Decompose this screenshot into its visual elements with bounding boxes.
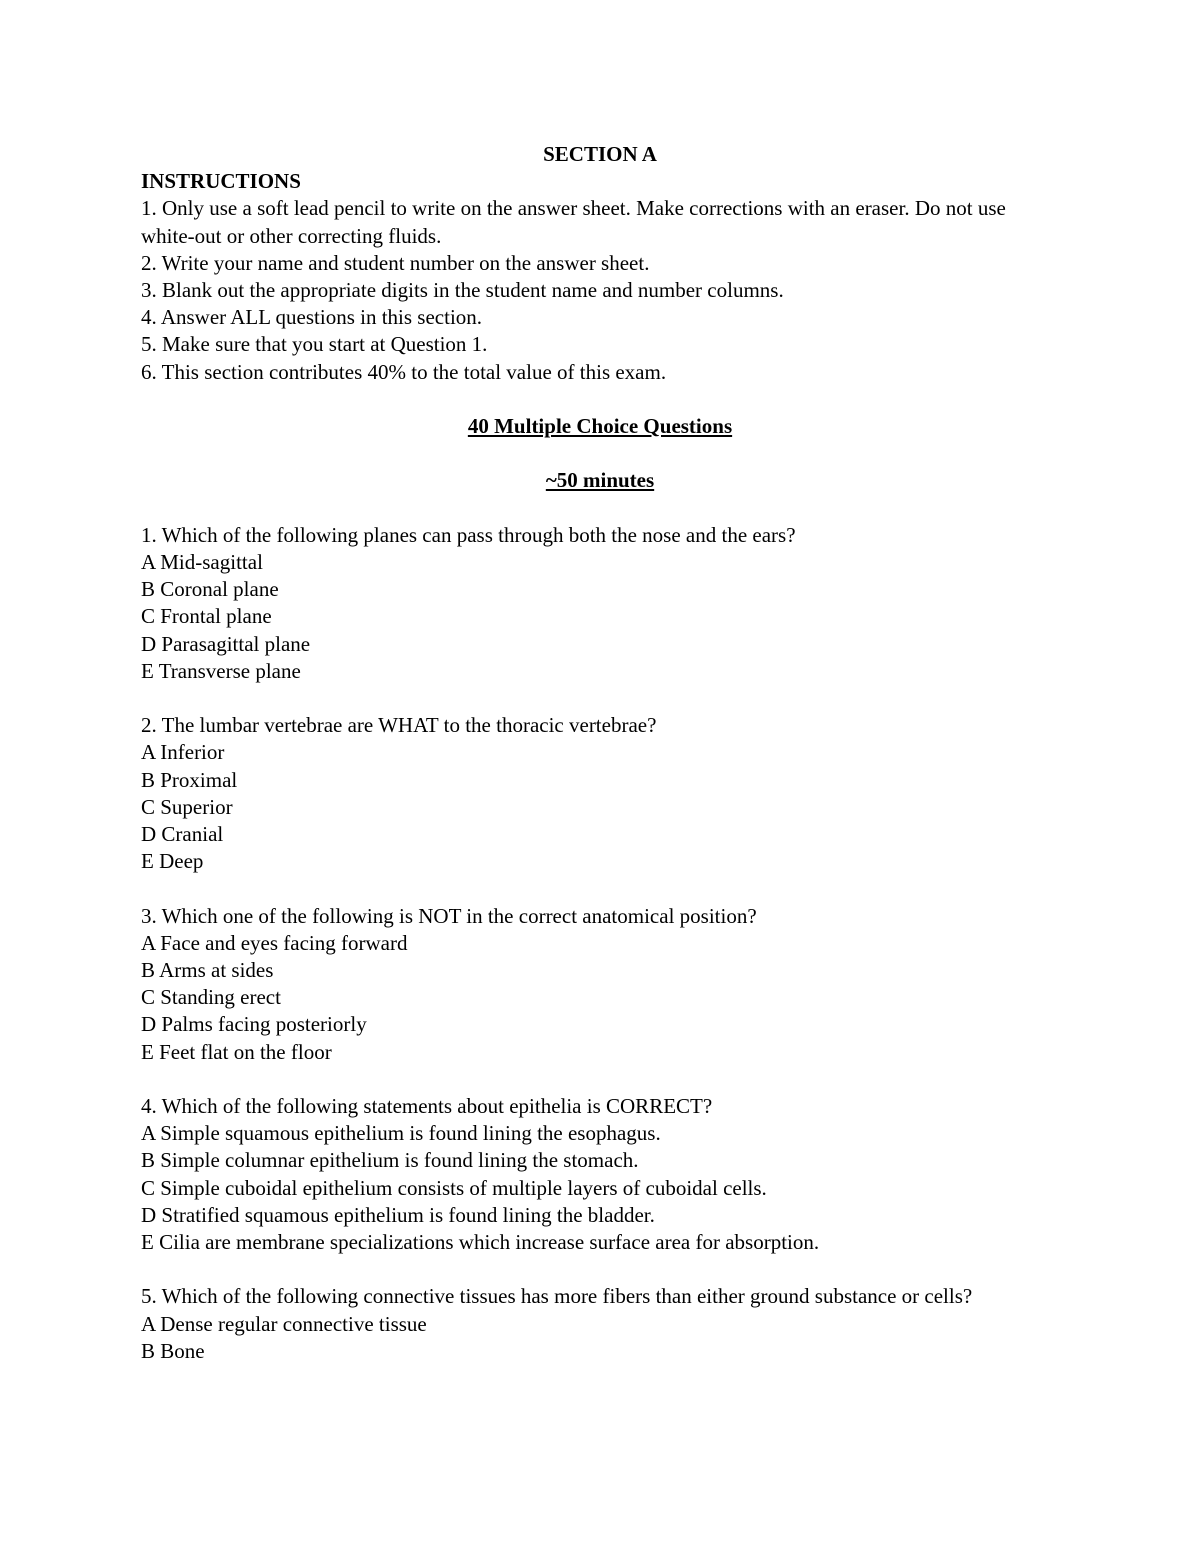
answer-option: E Transverse plane bbox=[141, 658, 301, 683]
answer-option: D Cranial bbox=[141, 822, 224, 847]
instruction-item: 6. This section contributes 40% to the total value of this exam. bbox=[141, 359, 667, 384]
answer-option: D Parasagittal plane bbox=[141, 631, 311, 656]
questions-subtitle: 40 Multiple Choice Questions bbox=[467, 414, 733, 439]
answer-option: E Cilia are membrane specializations which increase surface area for absorption. bbox=[141, 1230, 820, 1255]
question-2 bbox=[141, 712, 1041, 875]
answer-option: A Inferior bbox=[141, 740, 225, 765]
question-5 bbox=[141, 1283, 1041, 1365]
duration-label: ~50 minutes bbox=[545, 468, 655, 493]
instruction-item: 4. Answer ALL questions in this section. bbox=[141, 305, 483, 330]
question-text: 2. The lumbar vertebrae are WHAT to the thoracic vertebrae? bbox=[141, 713, 657, 738]
instructions-heading: INSTRUCTIONS bbox=[141, 169, 301, 194]
answer-option: C Frontal plane bbox=[141, 604, 272, 629]
answer-option: C Simple cuboidal epithelium consists of multiple layers of cuboidal cells. bbox=[141, 1175, 767, 1200]
answer-option: B Arms at sides bbox=[141, 958, 274, 983]
instructions-list bbox=[141, 195, 1041, 385]
question-3 bbox=[141, 903, 1041, 1066]
answer-option: E Deep bbox=[141, 849, 204, 874]
question-4 bbox=[141, 1093, 1041, 1256]
answer-options bbox=[141, 739, 1041, 875]
instruction-item: 3. Blank out the appropriate digits in the student name and number columns. bbox=[141, 278, 784, 303]
answer-option: D Stratified squamous epithelium is found lining the bladder. bbox=[141, 1202, 655, 1227]
answer-option: A Simple squamous epithelium is found lining the esophagus. bbox=[141, 1121, 661, 1146]
answer-option: B Coronal plane bbox=[141, 577, 279, 602]
section-title: SECTION A bbox=[543, 142, 657, 166]
answer-option: E Feet flat on the floor bbox=[141, 1039, 332, 1064]
answer-option: D Palms facing posteriorly bbox=[141, 1012, 367, 1037]
exam-page bbox=[141, 141, 1041, 1365]
answer-option: B Simple columnar epithelium is found lining the stomach. bbox=[141, 1148, 639, 1173]
instruction-item: 1. Only use a soft lead pencil to write on the answer sheet. Make corrections with an eraser. Do not use white-out or other correcting fluids. bbox=[141, 196, 1012, 248]
answer-option: A Dense regular connective tissue bbox=[141, 1311, 427, 1336]
question-text: 4. Which of the following statements about epithelia is CORRECT? bbox=[141, 1094, 713, 1119]
answer-option: B Bone bbox=[141, 1338, 205, 1363]
answer-option: A Face and eyes facing forward bbox=[141, 930, 408, 955]
answer-option: B Proximal bbox=[141, 767, 238, 792]
answer-options bbox=[141, 549, 1041, 685]
instruction-item: 2. Write your name and student number on the answer sheet. bbox=[141, 250, 650, 275]
answer-options bbox=[141, 930, 1041, 1066]
question-1 bbox=[141, 522, 1041, 685]
instruction-item: 5. Make sure that you start at Question 1. bbox=[141, 332, 488, 357]
question-text: 3. Which one of the following is NOT in the correct anatomical position? bbox=[141, 903, 757, 928]
answer-options bbox=[141, 1120, 1041, 1256]
answer-option: A Mid-sagittal bbox=[141, 550, 263, 574]
question-text: 1. Which of the following planes can pass through both the nose and the ears? bbox=[141, 522, 796, 547]
answer-options bbox=[141, 1311, 1041, 1365]
answer-option: C Superior bbox=[141, 794, 233, 819]
answer-option: C Standing erect bbox=[141, 985, 281, 1010]
question-text: 5. Which of the following connective tissues has more fibers than either ground substance or cells? bbox=[141, 1284, 973, 1309]
